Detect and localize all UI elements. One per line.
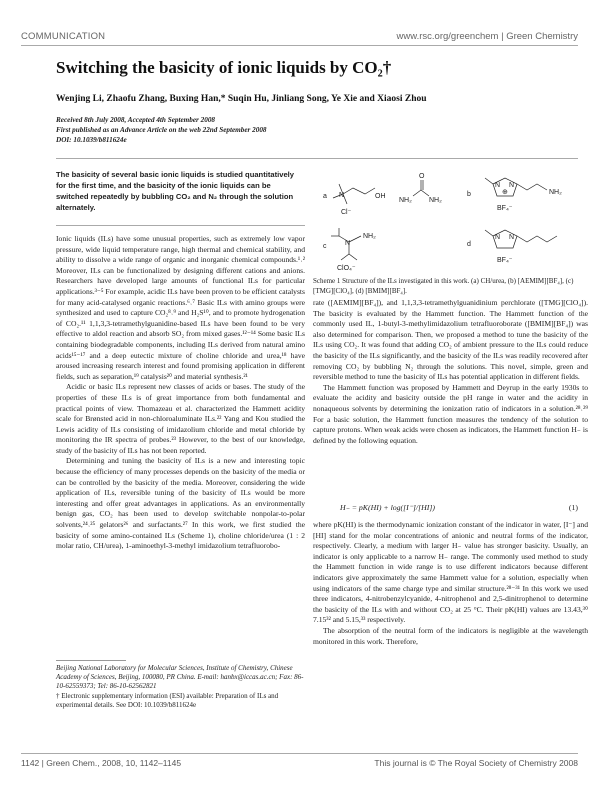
chem-label: N: [509, 182, 515, 189]
right-column-bottom: [313, 520, 588, 647]
chem-label: BF₄⁻: [497, 205, 513, 212]
chem-label: ⊕: [502, 189, 508, 196]
scheme-label-d: d: [467, 241, 471, 248]
header-rule: [21, 45, 578, 46]
chem-label: NH₂: [429, 197, 442, 204]
section-label: COMMUNICATION: [21, 31, 106, 42]
copyright: This journal is © The Royal Society of Chemistry 2008: [374, 758, 578, 768]
affiliation: Beijing National Laboratory for Molecular Sciences, Institute of Chemistry, Chinese Academy of Sciences, Beijing, 100080, PR China. E-mail: hanbx@iccas.ac.cn; Fax: 86-10-62559373; Tel: 86-10-62562821: [56, 664, 304, 691]
received-date: Received 8th July 2008, Accepted 4th September 2008: [56, 116, 216, 124]
paragraph: where pK(HI) is the thermodynamic ionization constant of the indicator in water, [I⁻] and [HI] stand for the molar concentrations of anionic and neutral forms of the indicator, respectively. Clearly, a medium with larger H₋ value has stronger basicity. Usually, an indicator is only applicable to a narrow H₋ range. The commonly used method to study the Hammett function in wide range is to use different indicators because different indicators give approximately the same Hammett value for a solution, especially when using indicators of the same charge type and similar structure.²⁸⁻³¹ In this work we used three indicators, 4-nitrobenzylcyanide, 4-nitrophenol and 2,5-dinitrophenol to determine the basicity of the ILs with and without CO₂ at 25 °C. Their pK(HI) values are 13.43,³⁰ 7.15³² and 5.15,³³ respectively.: [313, 520, 588, 625]
scheme-caption: Scheme 1 Structure of the ILs investigated in this work. (a) CH/urea, (b) [AEMIM][BF₄], (c) [TMG][ClO₄], (d) [BMIM][BF₄].: [313, 277, 574, 295]
paragraph: rate ([AEMIM][BF₄]), and 1,1,3,3-tetramethylguanidinium perchlorate ([TMG][ClO₄]). The basicity is evaluated by the Hammett function. The Hammett function of the commonly used IL, 1-butyl-3-methylimidazolium tetrafluoroborate ([BMIM][BF₄]) was also determined for comparison. Then, we proposed a method to tune the basicity of the ILs using CO₂. It was found that adding CO₂ of ambient pressure to the ILs could reduce the basicity of the ILs significantly, and the basicity of the ILs was readily recovered after removing CO₂ by bubbling N₂ through the solutions. This novel, simple, green and reversible method to tune the basicity of ILs has potential application in different fields.: [313, 298, 588, 382]
author-list: Wenjing Li, Zhaofu Zhang, Buxing Han,* Suqin Hu, Jinliang Song, Ye Xie and Xiaosi Zhou: [56, 94, 427, 104]
equation-number: (1): [568, 503, 578, 512]
chem-label: ClO₄⁻: [337, 265, 356, 272]
chem-label: N: [339, 192, 345, 199]
chem-label: O: [419, 173, 425, 180]
left-column: [56, 234, 305, 552]
paragraph: Acidic or basic ILs represent new classes of acids or bases. The study of the properties of these ILs is of great importance from both fundamental and practical points of view. Thomazeau et al. characterized the Hammett acidity scale for Brønsted acid in non-chloroaluminate ILs.²² Yang and Kou studied the Lewis acidity of ILs consisting of imidazolium chloride and metal chloride by monitoring the IR spectra of probes.²³ However, to the best of our knowledge, study of the basicity of ILs has not been reported.: [56, 382, 305, 455]
scheme-label-c: c: [323, 243, 327, 250]
article-dates: [56, 115, 267, 145]
doi[interactable]: DOI: 10.1039/b811624e: [56, 136, 127, 144]
chem-label: N: [495, 234, 501, 241]
abstract-rule: [56, 225, 305, 226]
footer-rule: [21, 753, 578, 754]
equation: H₋ = pK(HI) + log([I⁻]/[HI]): [340, 503, 435, 512]
scheme-label-a: a: [323, 193, 327, 200]
paragraph: The Hammett function was proposed by Hammett and Deyrup in the early 1930s to evaluate the acidity and basicity outside the pH range in water and the acidity in nonaqueous solvents by determining the ionization ratio of indicators in a solution.²⁸˒²⁹ For a basic solution, the Hammett function measures the tendency of the solution to capture protons. When weak acids were chosen as indicators, the Hammett function H₋ is defined by the following equation.: [313, 382, 588, 445]
chem-label: BF₄⁻: [497, 257, 513, 264]
scheme-1-structures: [313, 166, 588, 274]
footnotes: [56, 664, 305, 710]
chem-label: OH: [375, 193, 386, 200]
esi-note: † Electronic supplementary information (ESI) available: Preparation of ILs and experimental details. See DOI: 10.1039/b811624e: [56, 691, 279, 709]
chem-label: N: [345, 240, 351, 247]
paragraph: The absorption of the neutral form of the indicators is negligible at the wavelength monitored in this work. Therefore,: [313, 625, 588, 646]
chem-label: N: [509, 234, 515, 241]
chem-label: Cl⁻: [341, 209, 352, 216]
footnote-rule: [56, 660, 126, 661]
title-rule: [56, 158, 578, 159]
paragraph: Determining and tuning the basicity of ILs is a new and interesting topic because the efficiency of many processes depends on the basicity of the media or can be controlled by the basicity of the media. Moreover, considering the wide application of ILs, reversible tuning of the basicity of ILs would be more interesting and offer great advantages in applications. As an environmentally benign gas, CO₂ has been used to develop switchable nonpolar-to-polar solvents,²⁴˒²⁵ gelators²⁶ and surfactants.²⁷ In this work, we first studied the basicity of some amino-contained ILs (Scheme 1), choline chloride/urea (1 : 2 molar ratio, CH/urea), 1-aminoethyl-3-methyl imidazolium tetrafluorobo-: [56, 456, 305, 551]
chem-label: NH₂: [399, 197, 412, 204]
paragraph: Ionic liquids (ILs) have some unusual properties, such as extremely low vapor pressure, wide liquid temperature range, high thermal and chemical stability, and ability to dissolve a wide range of organic and inorganic chemical compounds.¹˒² Moreover, ILs can be functionalized by designing different cations and anions. Researchers have developed large amounts of functional ILs for particular applications.³⁻⁵ For example, acidic ILs have been proven to be efficient catalysts for many acid-catalysed organic reactions.⁶˒⁷ Basic ILs with amino groups were synthesized and used to capture CO₂⁸˒⁹ and H₂S¹⁰, and to promote hydrogenation of CO₂.¹¹ 1,1,3,3-tetramethylguanidine-based ILs have been found to be very effective to aldol reaction and absorb SO₂ from mixed gases.¹²⁻¹⁴ Some basic ILs containing biodegradable components, including ILs derived from natural amino acids¹⁵⁻¹⁷ and a deep eutectic mixture of choline chloride and urea,¹⁸ have aroused increasing research interest and found promising application in different fields, such as separation,¹⁹ catalysis²⁰ and material synthesis.²¹: [56, 234, 305, 381]
article-title: Switching the basicity of ionic liquids by CO₂†: [56, 58, 392, 77]
right-column-top: [313, 298, 588, 446]
journal-url[interactable]: www.rsc.org/greenchem | Green Chemistry: [396, 31, 578, 42]
scheme-label-b: b: [467, 191, 471, 198]
page-citation: 1142 | Green Chem., 2008, 10, 1142–1145: [21, 758, 182, 768]
chem-label: NH₂: [363, 233, 376, 240]
abstract: The basicity of several basic ionic liquids is studied quantitatively for the first time, and the basicity of the ionic liquids can be switched repeatedly by bubbling CO₂ and N₂ through the solution alternately.: [56, 170, 295, 212]
chem-label: NH₂: [549, 189, 562, 196]
published-date: First published as an Advance Article on the web 22nd September 2008: [56, 126, 267, 134]
chem-label: N: [495, 182, 501, 189]
